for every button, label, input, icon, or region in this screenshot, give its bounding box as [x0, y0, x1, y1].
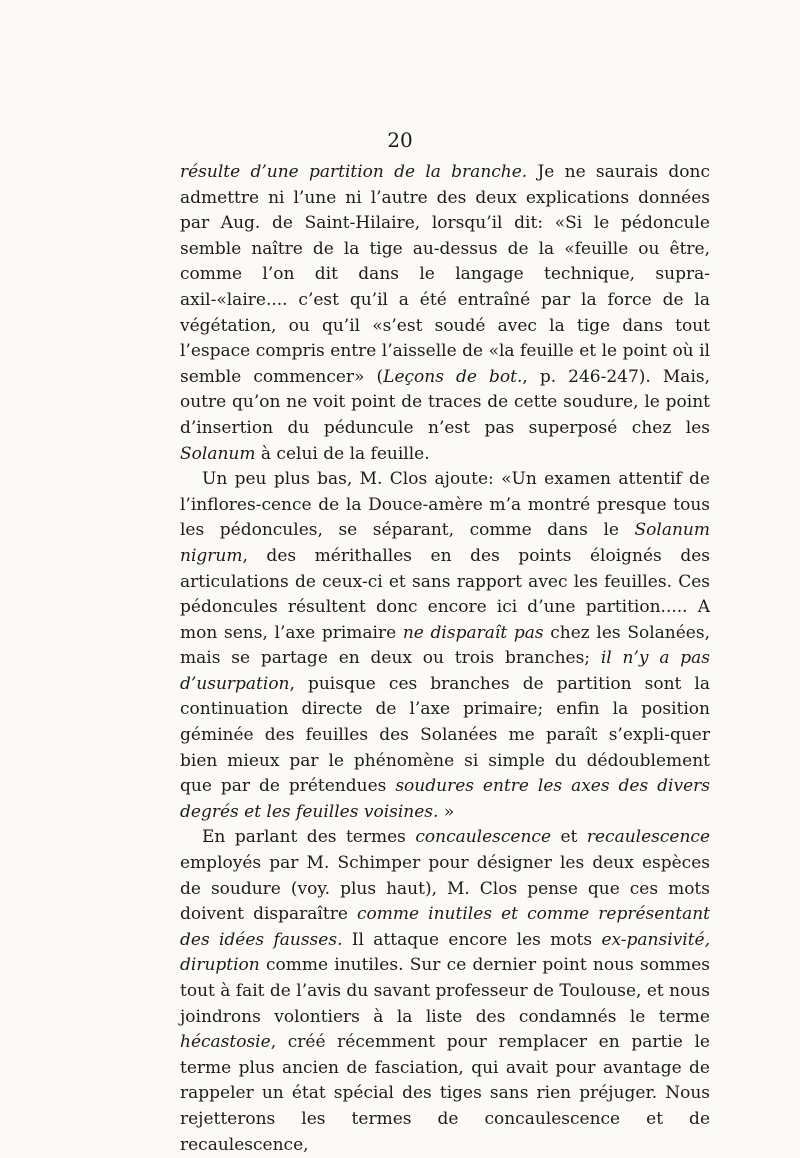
text-segment: Un peu plus bas, M. Clos ajoute: «Un examen attentif de l’inflores-cence de la Douce-amère m’a montré presque tous les pédoncules, se séparant, comme dans le — [180, 469, 710, 541]
paragraph-3 — [180, 825, 710, 1158]
italic-text: il n’y a pas d’usurpation — [180, 648, 711, 694]
italic-text: hécastosie — [180, 1032, 271, 1053]
text-segment: , créé récemment pour remplacer en partie le terme plus ancien de fasciation, qui avait pour avantage de rappeler un état spécial des tiges sans rien préjuger. Nous rejetterons les termes de concaulescence et de recaulescence, — [180, 1032, 710, 1155]
italic-text: concaulescence — [415, 827, 552, 848]
italic-text: Solanum — [180, 443, 256, 464]
text-segment: , p. 246-247). Mais, outre qu’on ne voit point de traces de cette soudure, le point d’insertion du péduncule n’est pas superposé chez les — [180, 366, 711, 438]
italic-text: ex-pansivité, diruption — [180, 929, 710, 976]
italic-text: ne disparaît pas — [402, 622, 544, 643]
italic-text: Leçons de bot. — [383, 366, 523, 387]
text-segment: Il attaque encore les mots — [342, 929, 602, 950]
text-segment: et — [551, 827, 587, 848]
text-segment: chez les Solanées, mais se partage en deux ou trois branches; — [180, 622, 710, 669]
text-segment: , des mérithalles en des points éloignés des articulations de ceux-ci et sans rapport avec les feuilles. Ces pédoncules résultent donc encore ici d’une partition..... A mon sens, l’axe primaire — [180, 545, 710, 643]
text-segment: employés par M. Schimper pour désigner les deux espèces de soudure (voy. plus haut), M. Clos pense que ces mots doivent disparaître — [180, 853, 710, 925]
italic-text: Solanum nigrum — [180, 520, 710, 566]
italic-text: soudures entre les axes des divers degrés et les feuilles voisines. — [180, 776, 710, 822]
italic-text: recaulescence — [586, 827, 711, 848]
paragraph-1 — [180, 160, 710, 467]
text-segment: , puisque ces branches de partition sont la continuation directe de l’axe primaire; enfin la position géminée des feuilles des Solanées me paraît s’expli-quer bien mieux par le phénomène si simple du dédoublement que par de prétendues — [180, 673, 710, 797]
italic-text: comme inutiles et comme représentant des idées fausses. — [180, 904, 710, 950]
page-number: 20 — [387, 128, 413, 152]
text-segment: comme inutiles. Sur ce dernier point nous sommes tout à fait de l’avis du savant professeur de Toulouse, et nous joindrons volontiers à la liste des condamnés le terme — [180, 955, 710, 1027]
italic-text: résulte d’une partition de la branche. — [180, 162, 528, 182]
text-segment: Je ne saurais donc admettre ni l’une ni l’autre des deux explications données par Aug. de Saint-Hilaire, lorsqu’il dit: «Si le pédoncule semble naître de la tige au-dessus de la «feuille ou être, comme l’on dit dans le langage technique, supra-axil-«laire.... c’est qu’il a été entraîné par la force de la végétation, ou qu’il «s’est soudé avec la tige dans tout l’espace compris entre l’aisselle de «la feuille et le point où il semble commencer» ( — [180, 162, 710, 387]
body-text — [180, 160, 710, 1158]
paragraph-2 — [180, 467, 710, 825]
text-segment: » — [438, 801, 455, 822]
text-segment: En parlant des termes — [202, 827, 416, 848]
text-segment: à celui de la feuille. — [255, 443, 430, 464]
